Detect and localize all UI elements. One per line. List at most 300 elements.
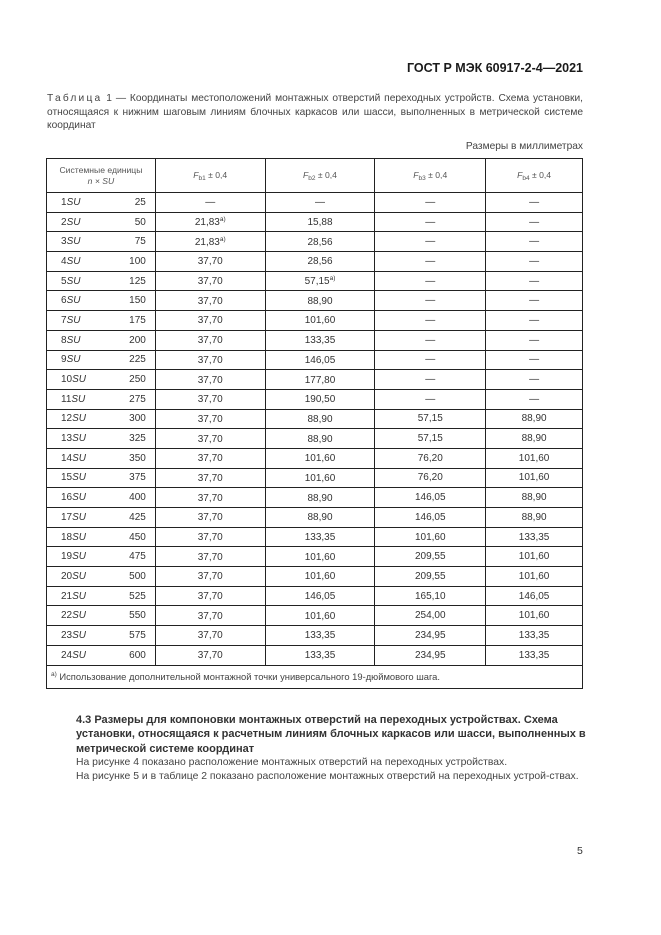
cell-su-mm: 425 xyxy=(129,511,146,523)
cell-fb1 xyxy=(155,409,265,429)
cell-system-units xyxy=(47,626,156,646)
cell-fb2-value: 101,60 xyxy=(304,472,336,484)
header-fb1-symbol: F xyxy=(193,169,199,180)
cell-su-unit: SU xyxy=(72,551,87,563)
cell-su-unit: SU xyxy=(66,334,81,346)
table-row xyxy=(47,212,583,232)
cell-system-units xyxy=(47,448,156,468)
header-fb3-symbol: F xyxy=(413,169,419,180)
cell-fb3: — xyxy=(375,370,486,390)
cell-fb4: — xyxy=(486,291,583,311)
cell-fb4: — xyxy=(486,232,583,252)
cell-su-label xyxy=(61,413,86,424)
cell-su-n: 10 xyxy=(61,374,73,386)
table-row xyxy=(47,448,583,468)
cell-fb2-value: 101,60 xyxy=(304,610,336,622)
cell-su-label xyxy=(61,512,86,523)
cell-system-units xyxy=(47,232,156,252)
cell-fb3: 146,05 xyxy=(375,508,486,528)
cell-su-label xyxy=(61,551,86,562)
cell-fb2-value: 15,88 xyxy=(307,217,333,229)
table-row xyxy=(47,389,583,409)
table-row xyxy=(47,508,583,528)
table-body xyxy=(47,193,583,666)
cell-fb3: 57,15 xyxy=(375,429,486,449)
cell-su-label xyxy=(61,571,86,582)
cell-fb1-value: 37,70 xyxy=(197,315,223,327)
cell-fb2 xyxy=(265,429,375,449)
cell-fb1 xyxy=(155,311,265,331)
cell-fb1 xyxy=(155,389,265,409)
cell-su-n: 17 xyxy=(61,511,73,523)
cell-su-unit: SU xyxy=(72,610,87,622)
header-fb4-sub: b4 xyxy=(522,174,530,182)
cell-fb3: 209,55 xyxy=(375,547,486,567)
cell-fb1 xyxy=(155,330,265,350)
cell-fb2-value: 146,05 xyxy=(304,591,336,603)
cell-system-units xyxy=(47,429,156,449)
cell-fb3: 57,15 xyxy=(375,409,486,429)
cell-fb2 xyxy=(265,389,375,409)
cell-fb3: — xyxy=(375,291,486,311)
cell-fb2 xyxy=(265,212,375,232)
cell-su-n: 23 xyxy=(61,629,73,641)
cell-su-n: 4 xyxy=(61,255,67,267)
cell-fb2-value: 146,05 xyxy=(304,354,336,366)
cell-fb1-value: 21,83 xyxy=(194,236,220,248)
cell-fb1-value: 37,70 xyxy=(197,394,223,406)
cell-fb1 xyxy=(155,626,265,646)
cell-system-units xyxy=(47,468,156,488)
cell-su-label xyxy=(61,650,86,661)
cell-fb3: — xyxy=(375,212,486,232)
cell-fb4: — xyxy=(486,370,583,390)
cell-su-mm: 300 xyxy=(129,413,146,425)
cell-fb1-value: 37,70 xyxy=(197,591,223,603)
cell-su-n: 15 xyxy=(61,472,73,484)
table-row xyxy=(47,232,583,252)
cell-fb2 xyxy=(265,626,375,646)
cell-fb4: 133,35 xyxy=(486,527,583,547)
cell-su-unit: SU xyxy=(72,649,87,661)
cell-fb2 xyxy=(265,527,375,547)
cell-su-n: 6 xyxy=(61,295,67,307)
cell-fb2 xyxy=(265,311,375,331)
section-paragraph-1: На рисунке 4 показано расположение монтажных отверстий на переходных устройствах. xyxy=(76,757,508,768)
cell-fb2-value: 177,80 xyxy=(304,374,336,386)
cell-fb1 xyxy=(155,252,265,272)
header-fb2-tol: ± 0,4 xyxy=(315,169,337,180)
cell-system-units xyxy=(47,567,156,587)
header-fb3-tol: ± 0,4 xyxy=(425,169,448,180)
cell-su-n: 20 xyxy=(61,570,73,582)
cell-fb1 xyxy=(155,586,265,606)
table-footnote xyxy=(47,665,583,688)
cell-fb3: 234,95 xyxy=(375,645,486,665)
table-row xyxy=(47,429,583,449)
cell-su-mm: 550 xyxy=(129,610,146,622)
cell-fb4: 88,90 xyxy=(486,429,583,449)
cell-fb3: 209,55 xyxy=(375,567,486,587)
cell-fb3: 254,00 xyxy=(375,606,486,626)
cell-system-units xyxy=(47,370,156,390)
cell-fb4: — xyxy=(486,212,583,232)
cell-system-units xyxy=(47,586,156,606)
cell-fb2 xyxy=(265,645,375,665)
cell-su-unit: SU xyxy=(71,393,86,405)
cell-fb2 xyxy=(265,232,375,252)
cell-su-unit: SU xyxy=(72,590,87,602)
cell-su-label xyxy=(61,532,86,543)
cell-fb2 xyxy=(265,586,375,606)
units-note: Размеры в миллиметрах xyxy=(465,141,583,152)
cell-fb2 xyxy=(265,271,375,291)
table-row xyxy=(47,527,583,547)
cell-su-label xyxy=(61,295,80,306)
table-row xyxy=(47,586,583,606)
table-header-row xyxy=(47,159,583,193)
cell-su-mm: 575 xyxy=(129,629,146,641)
cell-fb4: 88,90 xyxy=(486,409,583,429)
cell-fb1 xyxy=(155,291,265,311)
cell-fb1 xyxy=(155,567,265,587)
cell-fb2 xyxy=(265,409,375,429)
cell-su-mm: 400 xyxy=(129,492,146,504)
cell-fb1 xyxy=(155,350,265,370)
cell-su-label xyxy=(61,610,86,621)
cell-su-unit: SU xyxy=(72,511,87,523)
cell-su-n: 7 xyxy=(61,314,67,326)
table-row xyxy=(47,252,583,272)
table-row xyxy=(47,626,583,646)
coordinates-table xyxy=(46,158,583,689)
cell-su-mm: 525 xyxy=(129,590,146,602)
cell-fb1-value: 37,70 xyxy=(197,610,223,622)
cell-su-n: 9 xyxy=(61,354,67,366)
cell-system-units xyxy=(47,547,156,567)
cell-su-n: 14 xyxy=(61,452,73,464)
cell-fb4: 101,60 xyxy=(486,606,583,626)
cell-fb2 xyxy=(265,468,375,488)
footnote-mark: a) xyxy=(51,671,57,678)
cell-fb1 xyxy=(155,232,265,252)
cell-fb1-value: 37,70 xyxy=(197,571,223,583)
cell-system-units xyxy=(47,645,156,665)
table-row xyxy=(47,330,583,350)
cell-su-n: 2 xyxy=(61,216,67,228)
cell-system-units xyxy=(47,271,156,291)
table-row xyxy=(47,606,583,626)
cell-fb1-value: 37,70 xyxy=(197,492,223,504)
cell-su-unit: SU xyxy=(72,374,87,386)
cell-fb4: 133,35 xyxy=(486,626,583,646)
cell-su-n: 5 xyxy=(61,275,67,287)
cell-fb1-value: 37,70 xyxy=(197,512,223,524)
cell-fb2-value: 28,56 xyxy=(307,256,333,268)
cell-fb1 xyxy=(155,370,265,390)
cell-su-n: 13 xyxy=(61,433,73,445)
cell-fb4: — xyxy=(486,193,583,213)
cell-fb1-value: 37,70 xyxy=(197,472,223,484)
cell-system-units xyxy=(47,488,156,508)
cell-system-units xyxy=(47,389,156,409)
cell-fb2 xyxy=(265,547,375,567)
cell-su-unit: SU xyxy=(72,452,87,464)
cell-fb2 xyxy=(265,567,375,587)
cell-su-unit: SU xyxy=(66,275,81,287)
table-row xyxy=(47,291,583,311)
cell-su-mm: 600 xyxy=(129,649,146,661)
cell-fb4: 88,90 xyxy=(486,488,583,508)
cell-su-mm: 200 xyxy=(129,334,146,346)
cell-fb3: — xyxy=(375,252,486,272)
cell-fb1 xyxy=(155,271,265,291)
cell-fb1-note: a) xyxy=(219,235,226,243)
cell-fb4: — xyxy=(486,252,583,272)
table-row xyxy=(47,193,583,213)
cell-fb2-value: 101,60 xyxy=(304,315,336,327)
cell-fb3: — xyxy=(375,389,486,409)
cell-fb1 xyxy=(155,488,265,508)
header-system-units-line2: n × SU xyxy=(87,175,115,186)
cell-su-n: 1 xyxy=(61,196,67,208)
table-row xyxy=(47,311,583,331)
cell-fb2-value: 88,90 xyxy=(307,413,333,425)
cell-su-n: 21 xyxy=(61,590,73,602)
table-caption xyxy=(47,92,583,133)
cell-fb1-value: 21,83 xyxy=(194,217,220,229)
cell-fb1-value: — xyxy=(205,197,216,209)
cell-fb2-value: 133,35 xyxy=(304,532,336,544)
cell-fb4: — xyxy=(486,330,583,350)
cell-fb3: 76,20 xyxy=(375,468,486,488)
cell-fb2-value: 133,35 xyxy=(304,630,336,642)
section-4-3-title: 4.3 Размеры для компоновки монтажных отверстий на переходных устройствах. Схема установки, относящаяся к расчетным линиям блочных каркасов или шасси, выполненных в метрической системе координат xyxy=(76,714,586,755)
cell-fb1-value: 37,70 xyxy=(197,374,223,386)
cell-fb4: 88,90 xyxy=(486,508,583,528)
cell-fb2-value: 133,35 xyxy=(304,650,336,662)
cell-su-unit: SU xyxy=(66,314,81,326)
cell-fb1 xyxy=(155,429,265,449)
cell-fb2-value: 101,60 xyxy=(304,551,336,563)
cell-su-label xyxy=(61,453,86,464)
cell-fb1 xyxy=(155,527,265,547)
cell-su-label xyxy=(61,591,86,602)
header-system-units xyxy=(47,159,156,193)
table-row xyxy=(47,468,583,488)
cell-fb1-value: 37,70 xyxy=(197,413,223,425)
cell-fb1 xyxy=(155,193,265,213)
cell-su-mm: 25 xyxy=(134,196,146,208)
cell-su-mm: 50 xyxy=(134,216,146,228)
cell-su-unit: SU xyxy=(66,216,81,228)
cell-su-label xyxy=(61,256,80,267)
cell-fb4: 101,60 xyxy=(486,448,583,468)
cell-su-unit: SU xyxy=(66,255,81,267)
header-fb1-tol: ± 0,4 xyxy=(205,169,228,180)
header-fb4-symbol: F xyxy=(517,169,523,180)
cell-system-units xyxy=(47,330,156,350)
cell-su-mm: 100 xyxy=(129,255,146,267)
table-row xyxy=(47,370,583,390)
cell-su-unit: SU xyxy=(72,413,87,425)
cell-system-units xyxy=(47,252,156,272)
cell-fb2-value: 88,90 xyxy=(307,433,333,445)
cell-fb3: — xyxy=(375,350,486,370)
cell-fb2-value: — xyxy=(315,197,325,209)
cell-su-n: 22 xyxy=(61,610,73,622)
document-code-header: ГОСТ Р МЭК 60917-2-4—2021 xyxy=(407,61,583,75)
cell-fb1 xyxy=(155,508,265,528)
cell-fb1-value: 37,70 xyxy=(197,256,223,268)
cell-fb2 xyxy=(265,606,375,626)
table-row xyxy=(47,547,583,567)
cell-su-mm: 250 xyxy=(129,374,146,386)
cell-su-mm: 325 xyxy=(129,433,146,445)
cell-fb4: 101,60 xyxy=(486,468,583,488)
section-paragraph-2: На рисунке 5 и в таблице 2 показано расположение монтажных отверстий на переходных устрой-ствах. xyxy=(76,771,579,782)
cell-su-n: 16 xyxy=(61,492,73,504)
cell-fb1-value: 37,70 xyxy=(197,335,223,347)
cell-fb3: 146,05 xyxy=(375,488,486,508)
table-caption-label: Таблица xyxy=(47,93,103,104)
cell-su-label xyxy=(61,374,86,385)
cell-system-units xyxy=(47,350,156,370)
cell-fb2 xyxy=(265,193,375,213)
cell-system-units xyxy=(47,193,156,213)
header-system-units-line1: Системные единицы xyxy=(59,164,143,175)
cell-fb2 xyxy=(265,448,375,468)
table-row xyxy=(47,350,583,370)
table-row xyxy=(47,488,583,508)
cell-su-unit: SU xyxy=(72,433,87,445)
cell-fb1-note: a) xyxy=(219,216,226,224)
cell-fb2-note: a) xyxy=(329,275,336,283)
cell-fb3: — xyxy=(375,271,486,291)
cell-su-n: 19 xyxy=(61,551,73,563)
cell-fb3: 165,10 xyxy=(375,586,486,606)
header-fb1-sub: b1 xyxy=(198,174,206,182)
cell-fb3: — xyxy=(375,311,486,331)
cell-fb1-value: 37,70 xyxy=(197,551,223,563)
cell-su-n: 11 xyxy=(61,393,72,405)
cell-fb4: — xyxy=(486,271,583,291)
cell-su-n: 3 xyxy=(61,236,67,248)
cell-fb2 xyxy=(265,350,375,370)
cell-fb4: 101,60 xyxy=(486,567,583,587)
cell-system-units xyxy=(47,508,156,528)
cell-fb2 xyxy=(265,508,375,528)
cell-su-unit: SU xyxy=(72,472,87,484)
cell-fb2 xyxy=(265,488,375,508)
cell-fb3: 101,60 xyxy=(375,527,486,547)
cell-su-mm: 350 xyxy=(129,452,146,464)
cell-fb2-value: 101,60 xyxy=(304,453,336,465)
cell-su-label xyxy=(61,354,80,365)
cell-su-label xyxy=(61,276,80,287)
header-fb3-sub: b3 xyxy=(418,174,426,182)
cell-fb1-value: 37,70 xyxy=(197,354,223,366)
cell-su-mm: 475 xyxy=(129,551,146,563)
footnote-text: Использование дополнительной монтажной точки универсального 19-дюймового шага. xyxy=(56,671,440,682)
cell-fb2-value: 133,35 xyxy=(304,335,336,347)
cell-fb1 xyxy=(155,606,265,626)
cell-fb4: 133,35 xyxy=(486,645,583,665)
cell-su-unit: SU xyxy=(66,354,81,366)
footnote-row xyxy=(47,665,583,688)
table-caption-text: 1 — Координаты местоположений монтажных отверстий переходных устройств. Схема установки, относящаяся к нижним шаговым линиям блочных каркасов или шасси, выполненных в метрической системе координат xyxy=(47,93,583,132)
cell-fb4: 101,60 xyxy=(486,547,583,567)
cell-fb1-value: 37,70 xyxy=(197,433,223,445)
cell-fb2 xyxy=(265,370,375,390)
cell-su-mm: 150 xyxy=(129,295,146,307)
cell-su-unit: SU xyxy=(66,295,81,307)
cell-system-units xyxy=(47,409,156,429)
header-fb4 xyxy=(486,159,583,193)
cell-su-unit: SU xyxy=(72,629,87,641)
cell-system-units xyxy=(47,291,156,311)
page-number: 5 xyxy=(577,845,583,857)
header-fb2 xyxy=(265,159,375,193)
table-row xyxy=(47,271,583,291)
header-fb2-symbol: F xyxy=(303,169,309,180)
cell-fb1 xyxy=(155,212,265,232)
cell-su-label xyxy=(61,630,86,641)
cell-fb2 xyxy=(265,291,375,311)
cell-su-unit: SU xyxy=(66,236,81,248)
cell-system-units xyxy=(47,527,156,547)
cell-fb1-value: 37,70 xyxy=(197,453,223,465)
cell-su-label xyxy=(61,394,85,405)
cell-fb3: — xyxy=(375,330,486,350)
cell-su-label xyxy=(61,236,80,247)
cell-system-units xyxy=(47,212,156,232)
cell-fb4: — xyxy=(486,350,583,370)
table-row xyxy=(47,567,583,587)
table-row xyxy=(47,645,583,665)
cell-fb1 xyxy=(155,645,265,665)
cell-fb1 xyxy=(155,468,265,488)
cell-su-mm: 450 xyxy=(129,531,146,543)
table-row xyxy=(47,409,583,429)
header-fb3 xyxy=(375,159,486,193)
cell-su-n: 24 xyxy=(61,649,73,661)
cell-system-units xyxy=(47,606,156,626)
cell-fb2-value: 88,90 xyxy=(307,512,333,524)
cell-system-units xyxy=(47,311,156,331)
cell-su-mm: 375 xyxy=(129,472,146,484)
cell-su-mm: 500 xyxy=(129,570,146,582)
header-fb1 xyxy=(155,159,265,193)
cell-su-unit: SU xyxy=(72,570,87,582)
cell-su-label xyxy=(61,197,80,208)
cell-fb2-value: 190,50 xyxy=(304,394,336,406)
cell-fb1-value: 37,70 xyxy=(197,630,223,642)
cell-su-mm: 125 xyxy=(129,275,146,287)
cell-su-label xyxy=(61,315,80,326)
cell-fb3: — xyxy=(375,232,486,252)
cell-su-n: 8 xyxy=(61,334,67,346)
cell-su-mm: 175 xyxy=(129,314,146,326)
cell-su-unit: SU xyxy=(66,196,81,208)
cell-su-label xyxy=(61,433,86,444)
cell-su-unit: SU xyxy=(72,531,87,543)
cell-su-label xyxy=(61,217,80,228)
cell-fb3: 76,20 xyxy=(375,448,486,468)
cell-su-n: 12 xyxy=(61,413,73,425)
cell-fb4: — xyxy=(486,311,583,331)
cell-fb3: 234,95 xyxy=(375,626,486,646)
